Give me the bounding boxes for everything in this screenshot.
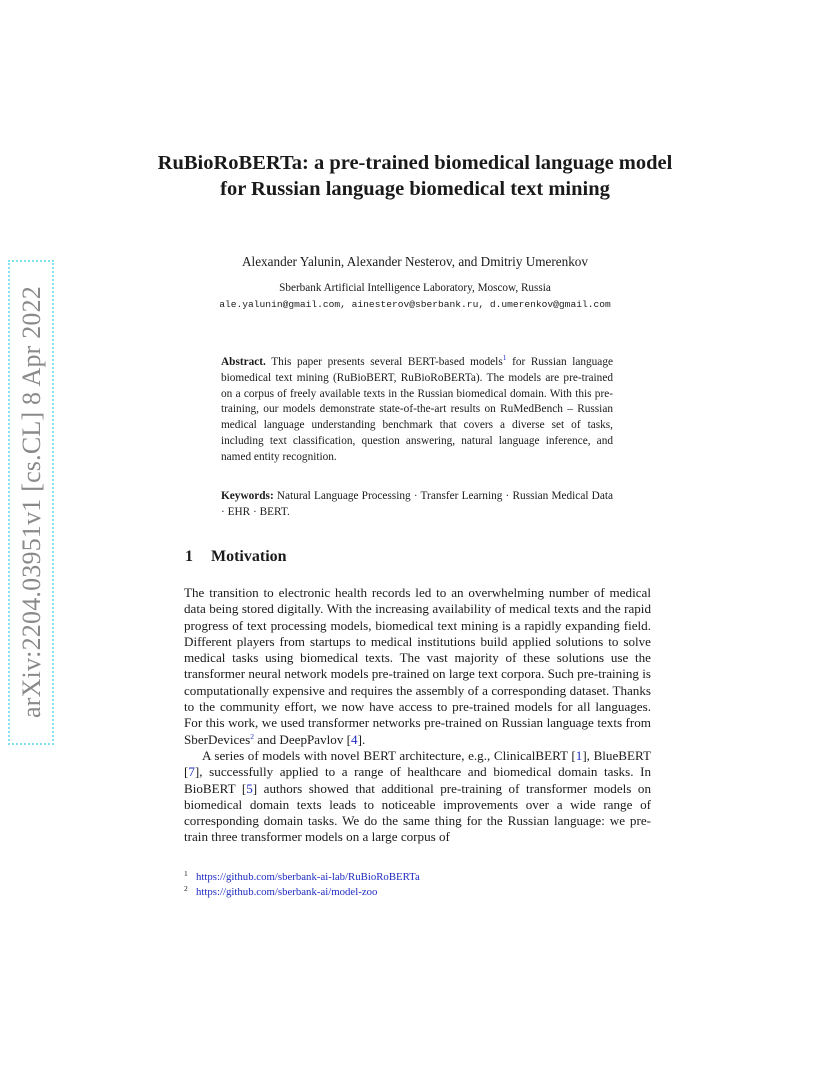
citation-7[interactable]: 7 — [188, 764, 195, 780]
footnote-2-link[interactable]: https://github.com/sberbank-ai/model-zoo — [196, 886, 378, 898]
section-body — [184, 585, 651, 846]
abstract-label: Abstract. — [221, 356, 266, 368]
author-emails: ale.yalunin@gmail.com, ainesterov@sberbank.ru, d.umerenkov@gmail.com — [219, 299, 611, 310]
keywords — [221, 489, 613, 521]
paragraph-2-text-2: ], BlueBERT [ — [184, 747, 651, 780]
paragraph-1-text-end: ]. — [357, 731, 366, 747]
section-heading — [185, 548, 287, 566]
footnote-ref-2[interactable]: 2 — [250, 731, 254, 741]
footnote-1: 1 https://github.com/sberbank-ai-lab/RuBioRoBERTa — [184, 869, 420, 883]
paragraph-2-text-4: ] authors showed that additional pre-training of transformer models on biomedical domain texts leads to noticeable improvements over a wide range of corresponding domain tasks. We do the same thing for the Russian language: we pre-train three transformer models on a large corpus of — [184, 780, 651, 845]
section-number: 1 — [185, 548, 193, 565]
paragraph-1-text: The transition to electronic health records led to an overwhelming number of medical data being stored digitally. With the increasing availability of medical texts and the rapid progress of text processing models, biomedical text mining is a rapidly expanding field. Different players from startups to medical institutions build applied solutions to solve medical tasks using biomedical texts. The vast majority of these solutions use the transformer neural network models pre-trained on large text corpora. Such pre-training is computationally expensive and requires the assembly of a corresponding dataset. Thanks to the community effort, we now have access to pre-trained models for all languages. For this work, we used transformer networks pre-trained on Russian language texts from SberDevices — [184, 585, 651, 747]
paragraph-1-text-mid: and DeepPavlov [ — [253, 731, 352, 747]
citation-1[interactable]: 1 — [575, 747, 583, 763]
citation-4[interactable]: 4 — [351, 731, 358, 747]
affiliation: Sberbank Artificial Intelligence Laboratory, Moscow, Russia — [279, 282, 551, 294]
paper-title: RuBioRoBERTa: a pre-trained biomedical language model for Russian language biomedical text mining — [157, 152, 673, 200]
keywords-label: Keywords: — [221, 490, 274, 502]
citation-5[interactable]: 5 — [246, 780, 253, 796]
keywords-text: Natural Language Processing · Transfer Learning · Russian Medical Data · EHR · BERT. — [221, 490, 613, 518]
paragraph-2-text-3: ], successfully applied to a range of healthcare and biomedical domain tasks. In BioBERT [ — [184, 764, 651, 796]
footnote-ref-1[interactable]: 1 — [502, 353, 507, 362]
paragraph-2 — [184, 748, 651, 846]
author-list: Alexander Yalunin, Alexander Nesterov, and Dmitriy Umerenkov — [242, 254, 588, 269]
footnote-2: 2 https://github.com/sberbank-ai/model-zoo — [184, 884, 378, 898]
abstract-text-after: for Russian language biomedical text mining (RuBioBERT, RuBioRoBERTa). The models are pre-trained on a corpus of freely available texts in the Russian biomedical domain. With this pre-training, our models demonstrate state-of-the-art results on RuMedBench – Russian medical language understanding benchmark that covers a diverse set of tasks, including text classification, question answering, natural language inference, and named entity recognition. — [221, 356, 613, 463]
arxiv-identifier: arXiv:2204.03951v1 [cs.CL] 8 Apr 2022 — [17, 285, 46, 719]
footnote-1-link[interactable]: https://github.com/sberbank-ai-lab/RuBioRoBERTa — [196, 871, 420, 883]
paragraph-2-text-1: A series of models with novel BERT architecture, e.g., ClinicalBERT [ — [202, 747, 576, 763]
section-title: Motivation — [211, 548, 287, 565]
paragraph-1 — [184, 585, 651, 748]
abstract-text-before: This paper presents several BERT-based models — [265, 356, 503, 368]
footnotes — [184, 870, 651, 900]
abstract — [221, 355, 613, 466]
